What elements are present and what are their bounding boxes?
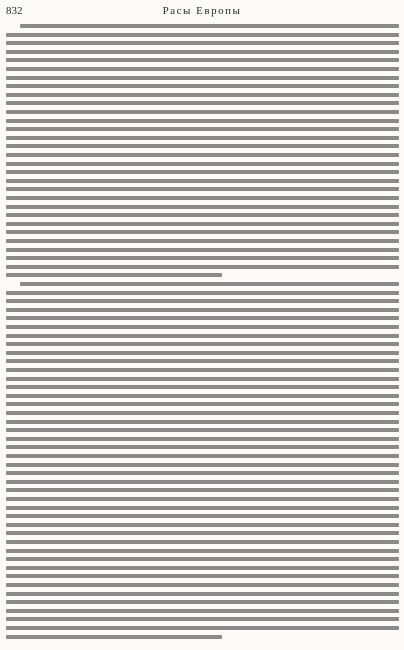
text-line xyxy=(6,540,399,544)
text-line xyxy=(6,196,399,200)
text-line xyxy=(6,394,399,398)
text-line xyxy=(6,325,399,329)
text-line xyxy=(6,574,399,578)
text-line xyxy=(6,101,399,105)
text-line xyxy=(6,162,399,166)
text-line xyxy=(6,119,399,123)
text-line xyxy=(6,213,399,217)
text-line xyxy=(6,523,399,527)
text-line xyxy=(6,187,399,191)
text-line xyxy=(6,609,399,613)
text-line xyxy=(6,127,399,131)
body-text xyxy=(6,22,399,646)
text-line xyxy=(6,256,399,260)
text-line xyxy=(6,222,399,226)
text-line xyxy=(6,600,399,604)
text-line xyxy=(20,282,399,286)
text-line xyxy=(6,291,399,295)
text-line xyxy=(6,454,399,458)
text-line xyxy=(6,239,399,243)
text-line xyxy=(6,170,399,174)
text-line xyxy=(6,445,399,449)
text-line xyxy=(6,230,399,234)
text-line xyxy=(6,437,399,441)
text-line xyxy=(6,514,399,518)
text-line xyxy=(6,248,399,252)
text-line xyxy=(6,33,399,37)
text-line xyxy=(6,497,399,501)
text-line xyxy=(6,41,399,45)
text-line xyxy=(6,471,399,475)
text-line xyxy=(6,58,399,62)
text-line xyxy=(6,583,399,587)
text-line xyxy=(6,626,399,630)
text-line xyxy=(6,402,399,406)
text-line xyxy=(6,506,399,510)
text-line xyxy=(6,463,399,467)
text-line xyxy=(6,144,399,148)
text-line xyxy=(6,93,399,97)
text-line xyxy=(6,153,399,157)
text-line xyxy=(6,110,399,114)
text-line xyxy=(6,359,399,363)
text-line xyxy=(6,308,399,312)
text-line xyxy=(6,334,399,338)
text-line xyxy=(6,205,399,209)
text-line xyxy=(6,342,399,346)
text-line xyxy=(6,635,222,639)
text-line xyxy=(6,480,399,484)
text-line xyxy=(6,592,399,596)
running-title: Расы Европы xyxy=(162,5,242,17)
text-line xyxy=(6,385,399,389)
text-line xyxy=(6,316,399,320)
text-line xyxy=(6,488,399,492)
text-line xyxy=(6,617,399,621)
page-number: 832 xyxy=(6,5,23,17)
text-line xyxy=(6,273,222,277)
text-line xyxy=(6,420,399,424)
text-line xyxy=(6,67,399,71)
text-line xyxy=(20,24,399,28)
text-line xyxy=(6,377,399,381)
text-line xyxy=(6,368,399,372)
text-line xyxy=(6,566,399,570)
text-line xyxy=(6,428,399,432)
text-line xyxy=(6,76,399,80)
text-line xyxy=(6,136,399,140)
text-line xyxy=(6,265,399,269)
text-line xyxy=(6,531,399,535)
text-line xyxy=(6,557,399,561)
text-line xyxy=(6,351,399,355)
text-line xyxy=(6,549,399,553)
text-line xyxy=(6,179,399,183)
text-line xyxy=(6,411,399,415)
text-line xyxy=(6,299,399,303)
text-line xyxy=(6,50,399,54)
text-line xyxy=(6,84,399,88)
page-header xyxy=(6,4,398,18)
